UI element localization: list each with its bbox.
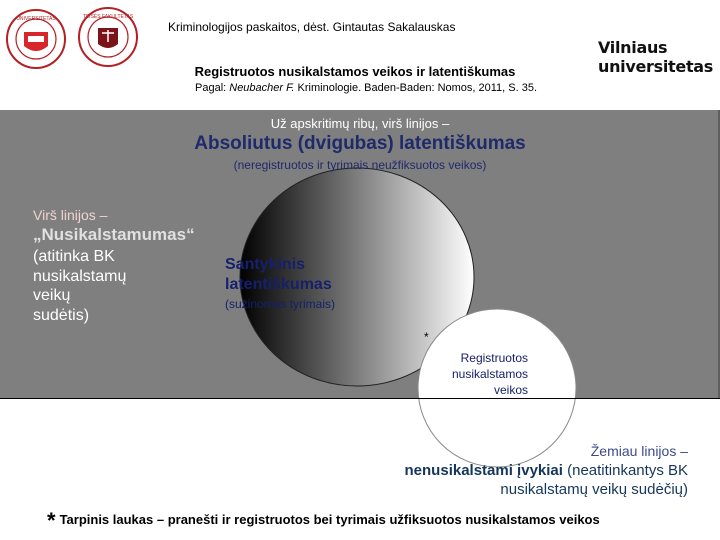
footnote: * Tarpinis laukas – pranešti ir registruotos bei tyrimais užfiksuotos nusikalstamos veikos xyxy=(47,508,600,533)
absolute-latency-heading: Absoliutus (dvigubas) latentiškumas xyxy=(194,133,526,154)
slide-title: Registruotos nusikalstamos veikos ir latentiškumas xyxy=(194,64,516,79)
absolute-latency-lead: Už apskritimų ribų, virš linijos – xyxy=(270,116,450,131)
source-citation: Pagal: Neubacher F. Kriminologie. Baden-Baden: Nomos, 2011, S. 35. xyxy=(195,82,538,94)
non-criminal-events-text: nenusikalstami įvykiai (neatitinkantys BK nusikalstamų veikų sudėčių) xyxy=(404,462,688,498)
criminality-heading: „Nusikalstamumas“ xyxy=(33,225,195,244)
footnote-asterisk: * xyxy=(47,508,56,533)
course-caption: Kriminologijos paskaitos, dėst. Gintautas Sakalauskas xyxy=(168,20,456,34)
relative-latency-subtitle: (sužinomas tyrimais) xyxy=(225,297,336,311)
non-criminal-lead: Žemiau linijos – xyxy=(590,443,688,459)
source-author: Neubacher F. xyxy=(229,82,295,94)
absolute-latency-subtitle: (neregistruotos ir tyrimais neužfiksuotos veikos) xyxy=(233,158,487,172)
criminality-lead: Virš linijos – xyxy=(33,207,108,223)
intermediate-field-marker: * xyxy=(424,330,429,344)
registered-crimes-label: Registruotos nusikalstamos veikos xyxy=(451,351,528,397)
criminality-line xyxy=(0,398,720,399)
relative-latency-heading: Santykinis latentiškumas xyxy=(225,256,332,293)
criminality-description: (atitinka BK nusikalstamų veikų sudėtis) xyxy=(33,248,127,324)
svg-text:UNIVERSITETAS: UNIVERSITETAS xyxy=(16,16,56,22)
non-criminal-events-term: nenusikalstami įvykiai xyxy=(404,462,563,479)
svg-text:TEISĖS FAKULTETAS: TEISĖS FAKULTETAS xyxy=(82,14,134,20)
university-wordmark-logo: Vilniaus universitetas xyxy=(598,38,714,76)
